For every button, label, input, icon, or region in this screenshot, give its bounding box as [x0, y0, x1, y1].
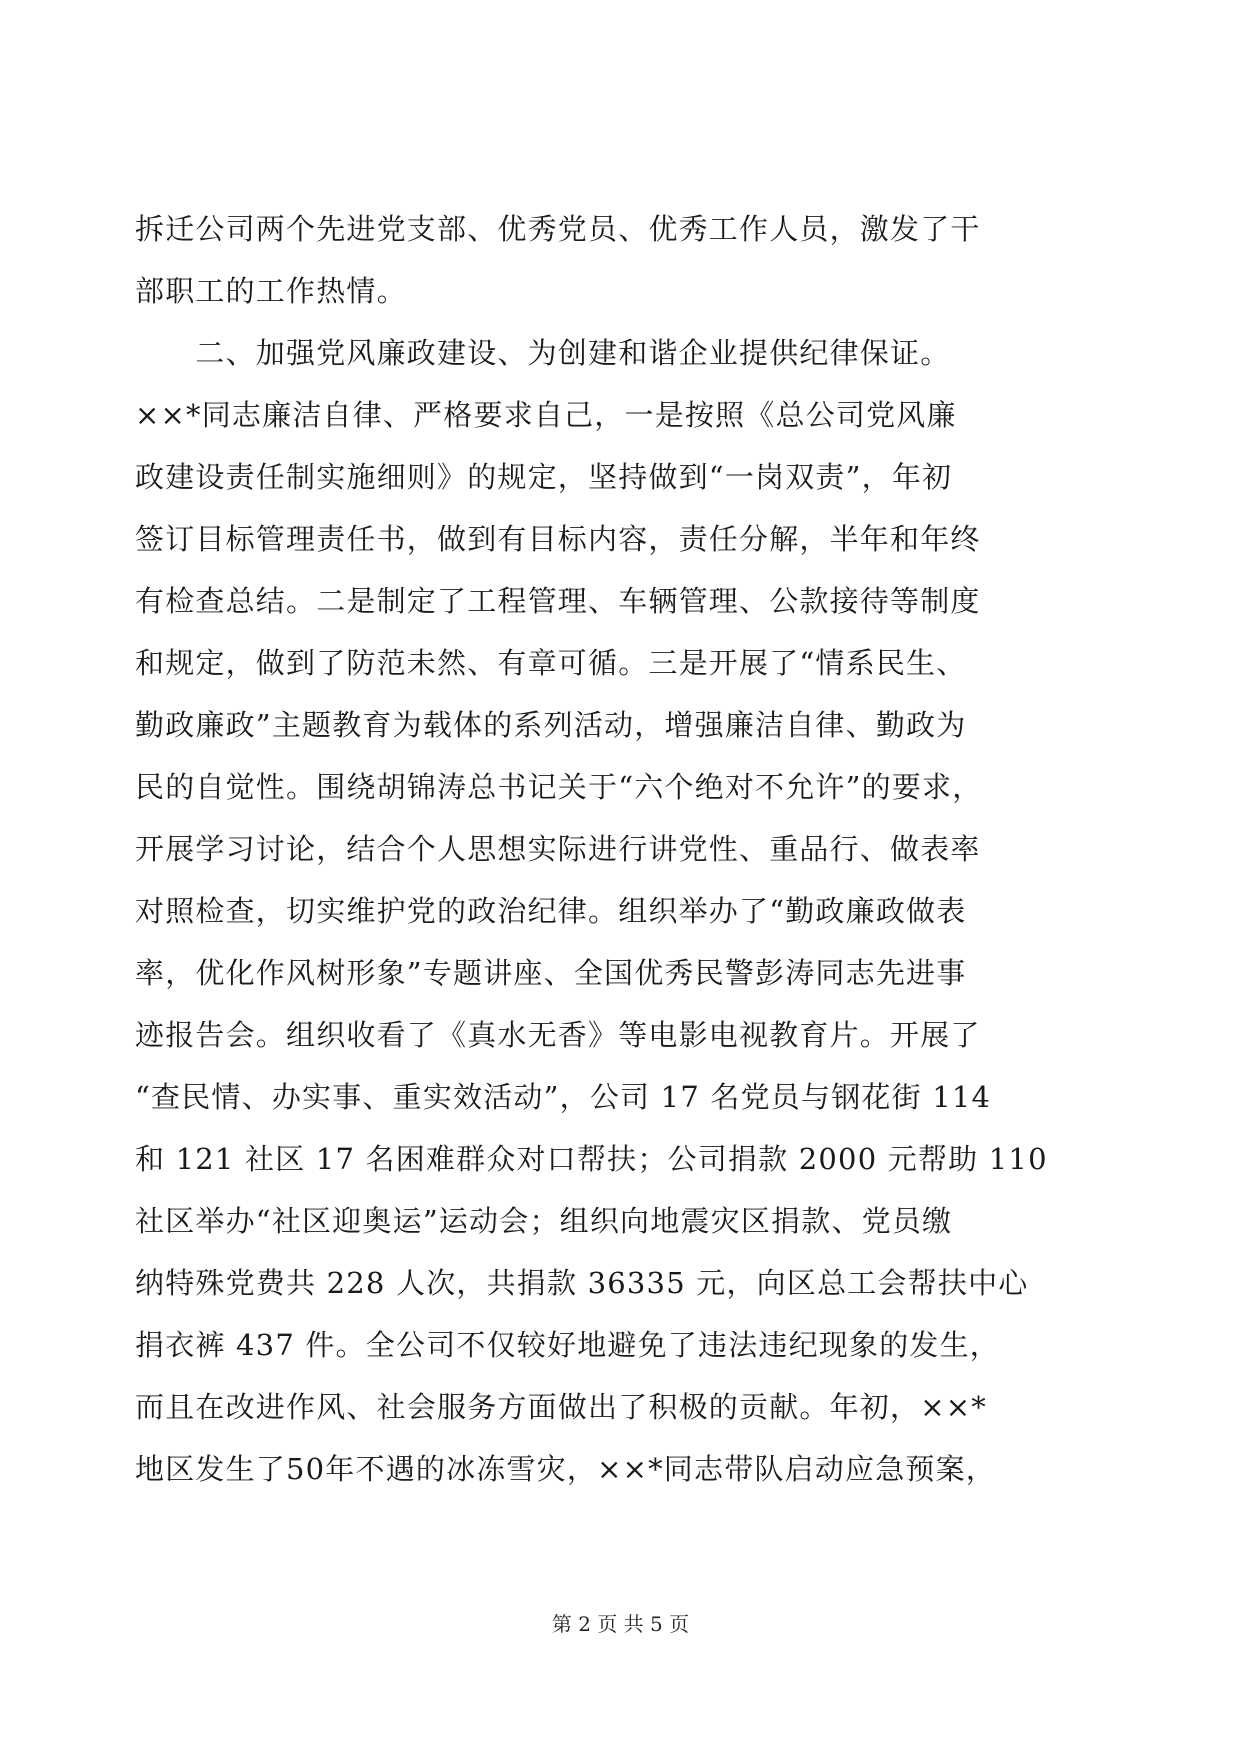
- text-line: 民的自觉性。围绕胡锦涛总书记关于“六个绝对不允许”的要求，: [135, 770, 983, 804]
- text-line: 签订目标管理责任书，做到有目标内容，责任分解，半年和年终: [135, 522, 981, 556]
- text-line: 开展学习讨论，结合个人思想实际进行讲党性、重品行、做表率: [135, 832, 981, 866]
- text-line: 勤政廉政”主题教育为载体的系列活动，增强廉洁自律、勤政为: [135, 708, 967, 742]
- text-line: 社区举办“社区迎奥运”运动会；组织向地震灾区捐款、党员缴: [135, 1204, 953, 1238]
- text-line: 地区发生了50年不遇的冰冻雪灾，××*同志带队启动应急预案，: [135, 1452, 997, 1486]
- body-text: [135, 198, 1115, 1500]
- text-line: 拆迁公司两个先进党支部、优秀党员、优秀工作人员，激发了干: [135, 212, 981, 246]
- text-line: 有检查总结。二是制定了工程管理、车辆管理、公款接待等制度: [135, 584, 981, 618]
- text-line: 迹报告会。组织收看了《真水无香》等电影电视教育片。开展了: [135, 1018, 981, 1052]
- page-number-footer: 第 2 页 共 5 页: [551, 1612, 690, 1636]
- text-line: “查民情、办实事、重实效活动”，公司 17 名党员与钢花街 114: [135, 1080, 992, 1114]
- text-line: 捐衣裤 437 件。全公司不仅较好地避免了违法违纪现象的发生，: [135, 1328, 1000, 1362]
- text-line: 政建设责任制实施细则》的规定，坚持做到“一岗双责”，年初: [135, 460, 953, 494]
- text-line: 纳特殊党费共 228 人次，共捐款 36335 元，向区总工会帮扶中心: [135, 1266, 1029, 1300]
- text-line: 和规定，做到了防范未然、有章可循。三是开展了“情系民生、: [135, 646, 967, 680]
- text-line: 和 121 社区 17 名困难群众对口帮扶；公司捐款 2000 元帮助 110: [135, 1142, 1048, 1176]
- text-line: 部职工的工作热情。: [135, 274, 407, 308]
- text-line: 对照检查，切实维护党的政治纪律。组织举办了“勤政廉政做表: [135, 894, 967, 928]
- section-heading-line: 二、加强党风廉政建设、为创建和谐企业提供纪律保证。: [135, 336, 951, 370]
- text-line: 率，优化作风树形象”专题讲座、全国优秀民警彭涛同志先进事: [135, 956, 967, 990]
- text-line: 而且在改进作风、社会服务方面做出了积极的贡献。年初，××*: [135, 1390, 987, 1424]
- text-line: ××*同志廉洁自律、严格要求自己，一是按照《总公司党风廉: [135, 398, 957, 432]
